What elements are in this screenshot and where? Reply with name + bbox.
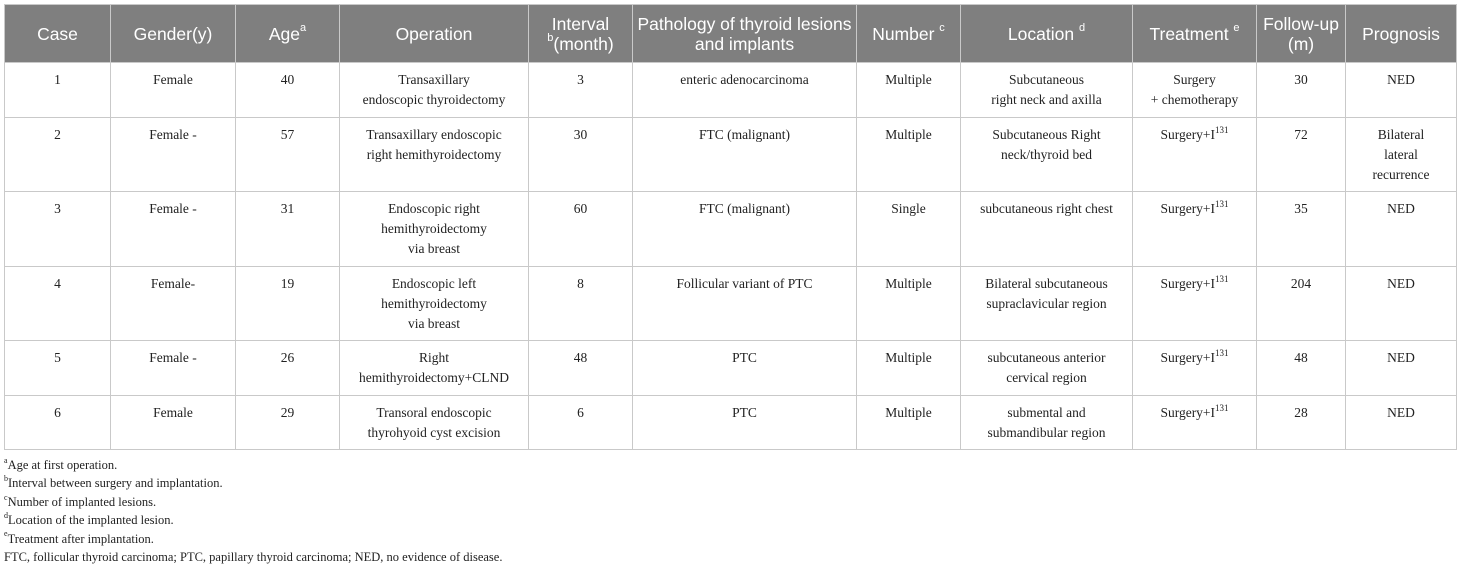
- footnote-d: $^d$Location of the implanted lesion.: [4, 511, 174, 528]
- cell-age: 29: [236, 396, 340, 450]
- header-age: Age$^a$: [236, 5, 340, 63]
- cell-prognosis: NED: [1346, 341, 1457, 396]
- cell-followup: 35: [1257, 192, 1346, 267]
- case-table: [4, 4, 1457, 450]
- cell-case: 3: [5, 192, 111, 267]
- cell-operation: Endoscopic right hemithyroidectomy via breast: [340, 192, 529, 267]
- cell-interval: 30: [529, 118, 633, 192]
- cell-pathology: PTC: [633, 396, 857, 450]
- footnote-abbreviations: FTC, follicular thyroid carcinoma; PTC, papillary thyroid carcinoma; NED, no evidence of disease.: [4, 550, 503, 565]
- cell-prognosis: NED: [1346, 192, 1457, 267]
- cell-number: Multiple: [857, 63, 961, 118]
- cell-gender: Female -: [111, 341, 236, 396]
- footnote-b: $^b$Interval between surgery and implantation.: [4, 474, 223, 491]
- cell-case: 4: [5, 267, 111, 341]
- cell-location: Subcutaneous right neck and axilla: [961, 63, 1133, 118]
- footnote-c: $^c$Number of implanted lesions.: [4, 492, 157, 509]
- cell-number: Multiple: [857, 118, 961, 192]
- cell-operation: Transoral endoscopic thyrohyoid cyst excision: [340, 396, 529, 450]
- header-operation: Operation: [340, 5, 529, 63]
- cell-followup: 72: [1257, 118, 1346, 192]
- cell-prognosis: NED: [1346, 396, 1457, 450]
- header-pathology: Pathology of thyroid lesions and implants: [633, 5, 857, 63]
- header-treatment-sup: e: [1233, 21, 1240, 34]
- cell-pathology: Follicular variant of PTC: [633, 267, 857, 341]
- cell-followup: 48: [1257, 341, 1346, 396]
- cell-location: subcutaneous right chest: [961, 192, 1133, 267]
- cell-location: submental and submandibular region: [961, 396, 1133, 450]
- cell-case: 6: [5, 396, 111, 450]
- cell-number: Multiple: [857, 341, 961, 396]
- cell-gender: Female -: [111, 192, 236, 267]
- header-number-sup: c: [939, 21, 945, 34]
- cell-gender: Female-: [111, 267, 236, 341]
- header-location-sup: d: [1078, 21, 1086, 34]
- cell-age: 31: [236, 192, 340, 267]
- table-footnotes: [4, 456, 1456, 566]
- table-row: [5, 63, 1457, 118]
- cell-number: Multiple: [857, 267, 961, 341]
- cell-treatment: $Surgery+I^{131}$: [1133, 118, 1257, 192]
- cell-number: Multiple: [857, 396, 961, 450]
- table-container: [4, 4, 1456, 566]
- footnote-e: $^e$Treatment after implantation.: [4, 529, 154, 546]
- cell-treatment: $Surgery+I^{131}$: [1133, 341, 1257, 396]
- cell-gender: Female: [111, 396, 236, 450]
- cell-pathology: PTC: [633, 341, 857, 396]
- header-location: Location $^d$: [961, 5, 1133, 63]
- cell-age: 19: [236, 267, 340, 341]
- cell-gender: Female -: [111, 118, 236, 192]
- cell-interval: 60: [529, 192, 633, 267]
- cell-case: 5: [5, 341, 111, 396]
- header-interval-sup: b: [547, 31, 554, 44]
- header-followup: Follow-up (m): [1257, 5, 1346, 63]
- header-interval: Interval $^b$(month): [529, 5, 633, 63]
- cell-treatment: Surgery + chemotherapy: [1133, 63, 1257, 118]
- cell-location: subcutaneous anterior cervical region: [961, 341, 1133, 396]
- cell-prognosis: Bilateral lateral recurrence: [1346, 118, 1457, 192]
- cell-interval: 6: [529, 396, 633, 450]
- cell-prognosis: NED: [1346, 63, 1457, 118]
- cell-age: 40: [236, 63, 340, 118]
- cell-location: Subcutaneous Right neck/thyroid bed: [961, 118, 1133, 192]
- header-gender: Gender(y): [111, 5, 236, 63]
- cell-followup: 204: [1257, 267, 1346, 341]
- table-row: [5, 396, 1457, 450]
- cell-pathology: enteric adenocarcinoma: [633, 63, 857, 118]
- cell-case: 2: [5, 118, 111, 192]
- cell-followup: 28: [1257, 396, 1346, 450]
- header-age-sup: a: [300, 21, 307, 34]
- cell-age: 26: [236, 341, 340, 396]
- header-treatment: Treatment $^e$: [1133, 5, 1257, 63]
- cell-age: 57: [236, 118, 340, 192]
- header-row: [5, 5, 1457, 63]
- cell-prognosis: NED: [1346, 267, 1457, 341]
- cell-pathology: FTC (malignant): [633, 192, 857, 267]
- cell-operation: Transaxillary endoscopic right hemithyroidectomy: [340, 118, 529, 192]
- cell-interval: 3: [529, 63, 633, 118]
- table-row: [5, 192, 1457, 267]
- cell-number: Single: [857, 192, 961, 267]
- cell-case: 1: [5, 63, 111, 118]
- table-row: [5, 341, 1457, 396]
- cell-treatment: $Surgery+I^{131}$: [1133, 396, 1257, 450]
- cell-pathology: FTC (malignant): [633, 118, 857, 192]
- cell-interval: 48: [529, 341, 633, 396]
- cell-treatment: $Surgery+I^{131}$: [1133, 192, 1257, 267]
- header-number: Number $^c$: [857, 5, 961, 63]
- table-row: [5, 118, 1457, 192]
- cell-operation: Transaxillary endoscopic thyroidectomy: [340, 63, 529, 118]
- cell-location: Bilateral subcutaneous supraclavicular region: [961, 267, 1133, 341]
- cell-treatment: $Surgery+I^{131}$: [1133, 267, 1257, 341]
- cell-followup: 30: [1257, 63, 1346, 118]
- footnote-a: $^a$Age at first operation.: [4, 455, 118, 472]
- table-row: [5, 267, 1457, 341]
- cell-operation: Right hemithyroidectomy+CLND: [340, 341, 529, 396]
- header-prognosis: Prognosis: [1346, 5, 1457, 63]
- cell-gender: Female: [111, 63, 236, 118]
- cell-interval: 8: [529, 267, 633, 341]
- cell-operation: Endoscopic left hemithyroidectomy via breast: [340, 267, 529, 341]
- header-case: Case: [5, 5, 111, 63]
